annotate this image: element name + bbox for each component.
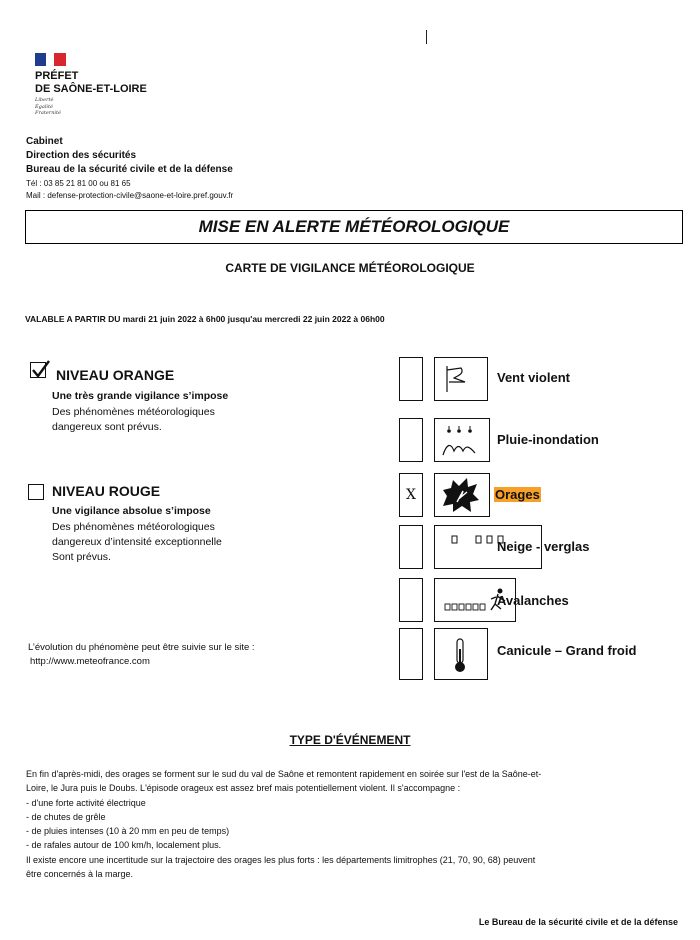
orange-level-title: NIVEAU ORANGE bbox=[56, 367, 175, 383]
snow-ice-checkbox[interactable] bbox=[399, 525, 423, 569]
red-level-subtitle: Une vigilance absolue s’impose bbox=[52, 505, 211, 517]
contact-block bbox=[26, 178, 233, 202]
orange-level-description: Des phénomènes météorologiques dangereux sont prévus. bbox=[52, 406, 215, 433]
avalanche-label: Avalanches bbox=[497, 593, 569, 608]
signature-office: Le Bureau de la sécurité civile et de la défense bbox=[478, 917, 678, 927]
rain-flood-label: Pluie-inondation bbox=[497, 432, 599, 447]
text-cursor bbox=[426, 30, 427, 44]
french-flag-logo bbox=[35, 53, 66, 66]
checkmark-icon bbox=[30, 359, 52, 381]
meteofrance-site-note: L’évolution du phénomène peut être suivie sur le site : http://www.meteofrance.com bbox=[28, 642, 255, 667]
red-level-checkbox[interactable] bbox=[28, 484, 44, 500]
thunderstorm-label: Orages bbox=[495, 487, 540, 502]
wind-label: Vent violent bbox=[497, 370, 570, 385]
document-subtitle: CARTE DE VIGILANCE MÉTÉOROLOGIQUE bbox=[225, 261, 475, 275]
prefecture-name: PRÉFET DE SAÔNE-ET-LOIRE bbox=[35, 70, 147, 95]
document-title: MISE EN ALERTE MÉTÉOROLOGIQUE bbox=[25, 210, 683, 244]
validity-period: VALABLE A PARTIR DU mardi 21 juin 2022 à 6h00 jusqu'au mercredi 22 juin 2022 à 06h00 bbox=[25, 314, 385, 324]
thermometer-checkbox[interactable] bbox=[399, 628, 423, 680]
office-block: Cabinet Direction des sécurités Bureau de la sécurité civile et de la défense bbox=[26, 136, 233, 175]
wind-checkbox[interactable] bbox=[399, 357, 423, 401]
meteofrance-link[interactable]: http://www.meteofrance.com bbox=[30, 656, 150, 667]
avalanche-checkbox[interactable] bbox=[399, 578, 423, 622]
red-level-title: NIVEAU ROUGE bbox=[52, 483, 161, 499]
wind-icon bbox=[434, 357, 488, 401]
republic-motto: Liberté Égalité Fraternité bbox=[35, 97, 61, 116]
phone-number: Tél : 03 85 21 81 00 ou 81 65 bbox=[26, 179, 131, 188]
event-description: En fin d'après-midi, des orages se forment sur le sud du val de Saône et remontent rapidement en soirée sur l'est de la Saône-et- Loire, le Jura puis le Doubs. L'épisode orageux est assez bref mais potentiellement violent. Il s'accompagne : - d'une forte activité électrique - de chutes de grêle - de pluies intenses (10 à 20 mm en peu de temps) - de rafales autour de 100 km/h, localement plus. Il existe encore une incertitude sur la trajectoire des orages les plus forts : les départements limitrophes (21, 70, 90, 68) peuvent être concernés à la marge. bbox=[26, 769, 542, 880]
heat-cold-label: Canicule – Grand froid bbox=[497, 643, 637, 658]
thermometer-icon bbox=[434, 628, 488, 680]
red-level-description: Des phénomènes météorologiques dangereux d’intensité exceptionnelle Sont prévus. bbox=[52, 521, 222, 563]
rain-flood-icon bbox=[434, 418, 490, 462]
orange-level-subtitle: Une très grande vigilance s’impose bbox=[52, 390, 229, 402]
rain-flood-checkbox[interactable] bbox=[399, 418, 423, 462]
event-type-title: TYPE D'ÉVÉNEMENT bbox=[289, 733, 411, 747]
snow-ice-label: Neige - verglas bbox=[497, 539, 590, 554]
thunderstorm-icon bbox=[434, 473, 490, 517]
orange-level-checkbox[interactable] bbox=[30, 362, 46, 378]
mail-address: Mail : defense-protection-civile@saone-et-loire.pref.gouv.fr bbox=[26, 191, 234, 200]
thunderstorm-checkbox[interactable]: X bbox=[399, 473, 423, 517]
